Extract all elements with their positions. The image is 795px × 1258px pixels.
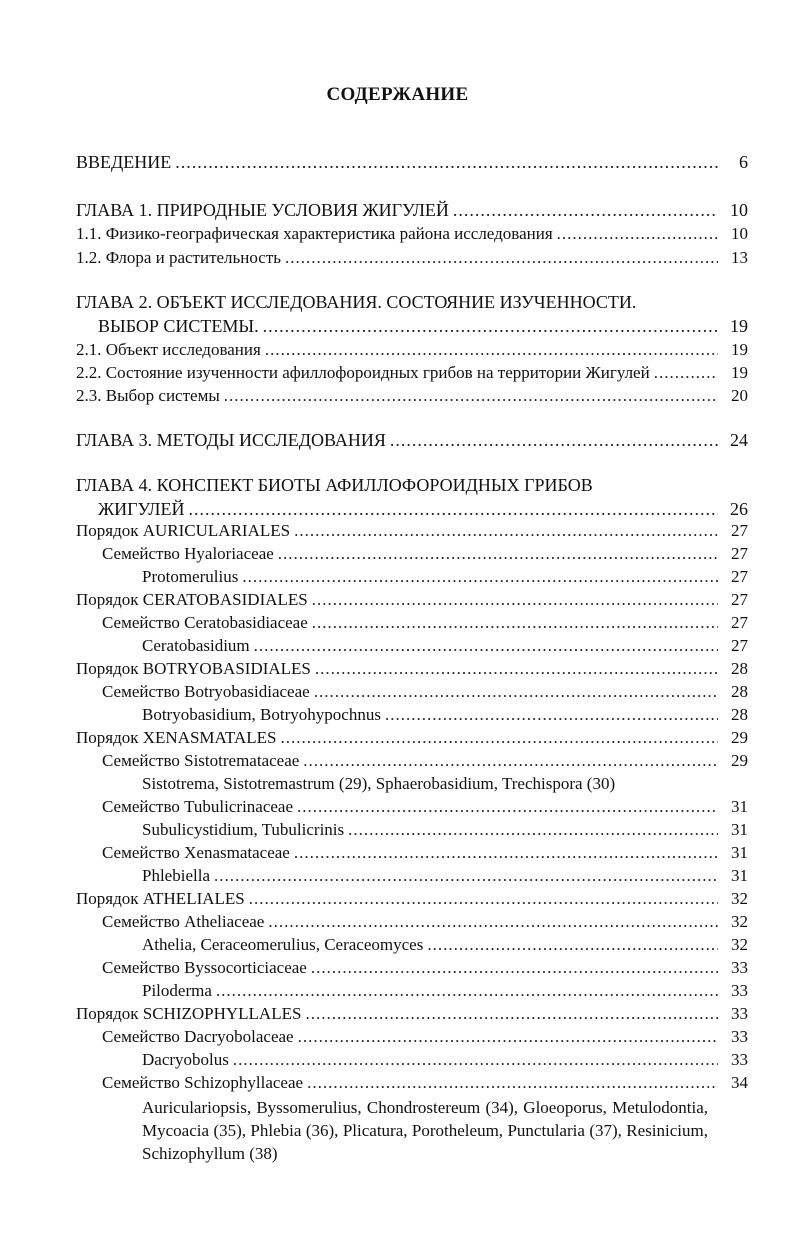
dot-leader xyxy=(390,428,718,452)
toc-entry-genera[interactable] xyxy=(142,979,748,1003)
toc-entry-family[interactable] xyxy=(102,1071,748,1095)
toc-entry-label: Семейство Hyaloriaceae xyxy=(102,544,274,563)
toc-entry-label: 2.3. Выбор системы xyxy=(76,386,220,405)
toc-entry-label: ГЛАВА 2. ОБЪЕКТ ИССЛЕДОВАНИЯ. СОСТОЯНИЕ ИЗУЧЕННОСТИ. xyxy=(76,292,637,312)
toc-page-number: 27 xyxy=(731,636,748,655)
toc-entry-genera[interactable] xyxy=(142,933,748,957)
toc-entry-genera[interactable] xyxy=(142,1048,748,1072)
toc-page-number: 27 xyxy=(731,521,748,540)
toc-page-number: 31 xyxy=(731,843,748,862)
dot-leader xyxy=(254,634,718,658)
toc-entry-label: Семейство Schizophyllaceae xyxy=(102,1073,304,1092)
toc-entry-label: Семейство Atheliaceae xyxy=(102,912,265,931)
toc-entry-chapter-4-cont[interactable] xyxy=(98,497,748,521)
toc-entry-order[interactable] xyxy=(76,657,748,681)
dot-leader xyxy=(294,519,718,543)
toc-page-number: 33 xyxy=(731,981,748,1000)
toc-entry-chapter-2[interactable] xyxy=(76,290,748,314)
toc-entry-family[interactable] xyxy=(102,795,748,819)
toc-entry-order[interactable] xyxy=(76,1002,748,1026)
toc-entry-label: Порядок CERATOBASIDIALES xyxy=(76,590,308,609)
toc-entry-label: Порядок XENASMATALES xyxy=(76,728,277,747)
toc-entry-label: ЖИГУЛЕЙ xyxy=(98,499,185,519)
dot-leader xyxy=(311,956,718,980)
dot-leader xyxy=(233,1048,718,1072)
toc-entry-label: Subulicystidium, Tubulicrinis xyxy=(142,820,345,839)
dot-leader xyxy=(348,818,718,842)
toc-entry-label: ГЛАВА 1. ПРИРОДНЫЕ УСЛОВИЯ ЖИГУЛЕЙ xyxy=(76,200,449,220)
dot-leader xyxy=(278,542,718,566)
toc-entry-label: 1.2. Флора и растительность xyxy=(76,248,282,267)
toc-entry-label: ВЫБОР СИСТЕМЫ. xyxy=(98,316,259,336)
toc-page-number: 28 xyxy=(731,682,748,701)
dot-leader xyxy=(654,361,718,385)
dot-leader xyxy=(453,198,718,222)
toc-entry-introduction[interactable] xyxy=(76,150,748,174)
toc-page-number: 29 xyxy=(731,751,748,770)
toc-entry-label: Piloderma xyxy=(142,981,212,1000)
toc-entry-genera[interactable] xyxy=(142,818,748,842)
toc-entry-label: Семейство Dacryobolaceae xyxy=(102,1027,294,1046)
toc-entry-label: Семейство Byssocorticiaceae xyxy=(102,958,307,977)
dot-leader xyxy=(188,497,718,521)
toc-page-number: 27 xyxy=(731,544,748,563)
toc-entry-chapter-4[interactable] xyxy=(76,473,748,497)
toc-entry-family[interactable] xyxy=(102,680,748,704)
toc-page-number: 32 xyxy=(731,935,748,954)
dot-leader xyxy=(285,246,718,270)
toc-entry-chapter-2-cont[interactable] xyxy=(98,314,748,338)
toc-entry-label: Ceratobasidium xyxy=(142,636,250,655)
toc-entry-label: Botryobasidium, Botryohypochnus xyxy=(142,705,381,724)
toc-entry-label: Athelia, Ceraceomerulius, Ceraceomyces xyxy=(142,935,424,954)
dot-leader xyxy=(216,979,718,1003)
toc-entry-family[interactable] xyxy=(102,841,748,865)
toc-entry-family[interactable] xyxy=(102,956,748,980)
toc-page-number: 32 xyxy=(731,912,748,931)
toc-entry-label: Семейство Botryobasidiaceae xyxy=(102,682,310,701)
toc-page-number: 10 xyxy=(730,200,748,220)
dot-leader xyxy=(224,384,718,408)
toc-entry-label: Порядок SCHIZOPHYLLALES xyxy=(76,1004,302,1023)
toc-page-number: 10 xyxy=(731,224,748,243)
toc-entry-section-2-1[interactable] xyxy=(76,338,748,362)
toc-entry-order[interactable] xyxy=(76,887,748,911)
dot-leader xyxy=(427,933,718,957)
dot-leader xyxy=(249,887,718,911)
toc-page-number: 28 xyxy=(731,659,748,678)
toc-page-number: 31 xyxy=(731,820,748,839)
dot-leader xyxy=(298,1025,718,1049)
toc-entry-chapter-3[interactable] xyxy=(76,428,748,452)
toc-entry-label: Порядок BOTRYOBASIDIALES xyxy=(76,659,311,678)
toc-page-number: 29 xyxy=(731,728,748,747)
toc-page-number: 31 xyxy=(731,866,748,885)
toc-entry-section-2-2[interactable] xyxy=(76,361,748,385)
toc-page-number: 27 xyxy=(731,613,748,632)
toc-entry-section-1-1[interactable] xyxy=(76,222,748,246)
toc-page-number: 33 xyxy=(731,958,748,977)
toc-entry-label: Семейство Sistotremataceae xyxy=(102,751,300,770)
toc-entry-label: ГЛАВА 3. МЕТОДЫ ИССЛЕДОВАНИЯ xyxy=(76,430,386,450)
dot-leader xyxy=(314,680,718,704)
toc-entry-order[interactable] xyxy=(76,519,748,543)
toc-entry-label: Семейство Xenasmataceae xyxy=(102,843,290,862)
toc-page-number: 13 xyxy=(731,248,748,267)
toc-page-number: 32 xyxy=(731,889,748,908)
dot-leader xyxy=(242,565,718,589)
toc-page-number: 20 xyxy=(731,386,748,405)
dot-leader xyxy=(175,150,718,174)
toc-entry-genera[interactable] xyxy=(142,703,748,727)
dot-leader xyxy=(312,611,718,635)
dot-leader xyxy=(303,749,718,773)
toc-page-number: 19 xyxy=(731,340,748,359)
toc-page-number: 33 xyxy=(731,1027,748,1046)
dot-leader xyxy=(307,1071,718,1095)
toc-entry-label: Порядок AURICULARIALES xyxy=(76,521,291,540)
page-title: СОДЕРЖАНИЕ xyxy=(326,84,469,105)
dot-leader xyxy=(305,1002,718,1026)
toc-entry-section-2-3[interactable] xyxy=(76,384,748,408)
toc-entry-family[interactable] xyxy=(102,611,748,635)
toc-entry-order[interactable] xyxy=(76,726,748,750)
toc-entry-label: ВВЕДЕНИЕ xyxy=(76,152,172,172)
toc-page-number: 33 xyxy=(731,1004,748,1023)
toc-page-number: 19 xyxy=(730,316,748,336)
toc-entry-genera[interactable] xyxy=(142,772,748,796)
toc-entry-genera[interactable] xyxy=(142,565,748,589)
toc-page-number: 27 xyxy=(731,590,748,609)
toc-entry-section-1-2[interactable] xyxy=(76,246,748,270)
toc-page-number: 33 xyxy=(731,1050,748,1069)
toc-entry-label: Protomerulius xyxy=(142,567,239,586)
toc-entry-label: Семейство Ceratobasidiaceae xyxy=(102,613,308,632)
toc-entry-label: ГЛАВА 4. КОНСПЕКТ БИОТЫ АФИЛЛОФОРОИДНЫХ ГРИБОВ xyxy=(76,475,593,495)
dot-leader xyxy=(294,841,718,865)
dot-leader xyxy=(385,703,718,727)
dot-leader xyxy=(312,588,718,612)
toc-entry-genera[interactable] xyxy=(142,864,748,888)
toc-entry-label: Порядок ATHELIALES xyxy=(76,889,245,908)
toc-entry-label: 2.1. Объект исследования xyxy=(76,340,261,359)
toc-entry-genera-list[interactable]: Auriculariopsis, Byssomerulius, Chondrostereum (34), Gloeoporus, Metulodontia, Mycoacia (35), Phlebia (36), Plicatura, Porotheleum, Punctularia (37), Resinicium, Schizophyllum (38) xyxy=(142,1098,708,1163)
toc-entry-genera[interactable] xyxy=(142,634,748,658)
toc-page-number: 31 xyxy=(731,797,748,816)
dot-leader xyxy=(280,726,718,750)
dot-leader xyxy=(268,910,718,934)
toc-page-number: 24 xyxy=(730,430,748,450)
toc-entry-label: Семейство Tubulicrinaceae xyxy=(102,797,294,816)
toc-page-number: 34 xyxy=(731,1073,748,1092)
toc-entry-label: 1.1. Физико-географическая характеристика района исследования xyxy=(76,224,553,243)
toc-page-number: 27 xyxy=(731,567,748,586)
dot-leader xyxy=(315,657,718,681)
dot-leader xyxy=(214,864,718,888)
toc-entry-label: Phlebiella xyxy=(142,866,210,885)
toc-page-number: 26 xyxy=(730,499,748,519)
toc-entry-family[interactable] xyxy=(102,749,748,773)
dot-leader xyxy=(263,314,718,338)
toc-entry-label: Dacryobolus xyxy=(142,1050,229,1069)
dot-leader xyxy=(557,222,718,246)
toc-entry-family[interactable] xyxy=(102,910,748,934)
toc-entry-order[interactable] xyxy=(76,588,748,612)
toc-entry-chapter-1[interactable] xyxy=(76,198,748,222)
toc-entry-family[interactable] xyxy=(102,542,748,566)
toc-entry-label: 2.2. Состояние изученности афиллофороидных грибов на территории Жигулей xyxy=(76,363,650,382)
toc-page-number: 28 xyxy=(731,705,748,724)
toc-page-number: 6 xyxy=(739,152,748,172)
dot-leader xyxy=(297,795,718,819)
toc-page-number: 19 xyxy=(731,363,748,382)
toc-entry-family[interactable] xyxy=(102,1025,748,1049)
dot-leader xyxy=(265,338,718,362)
toc-entry-label: Sistotrema, Sistotremastrum (29), Sphaerobasidium, Trechispora (30) xyxy=(142,774,616,793)
